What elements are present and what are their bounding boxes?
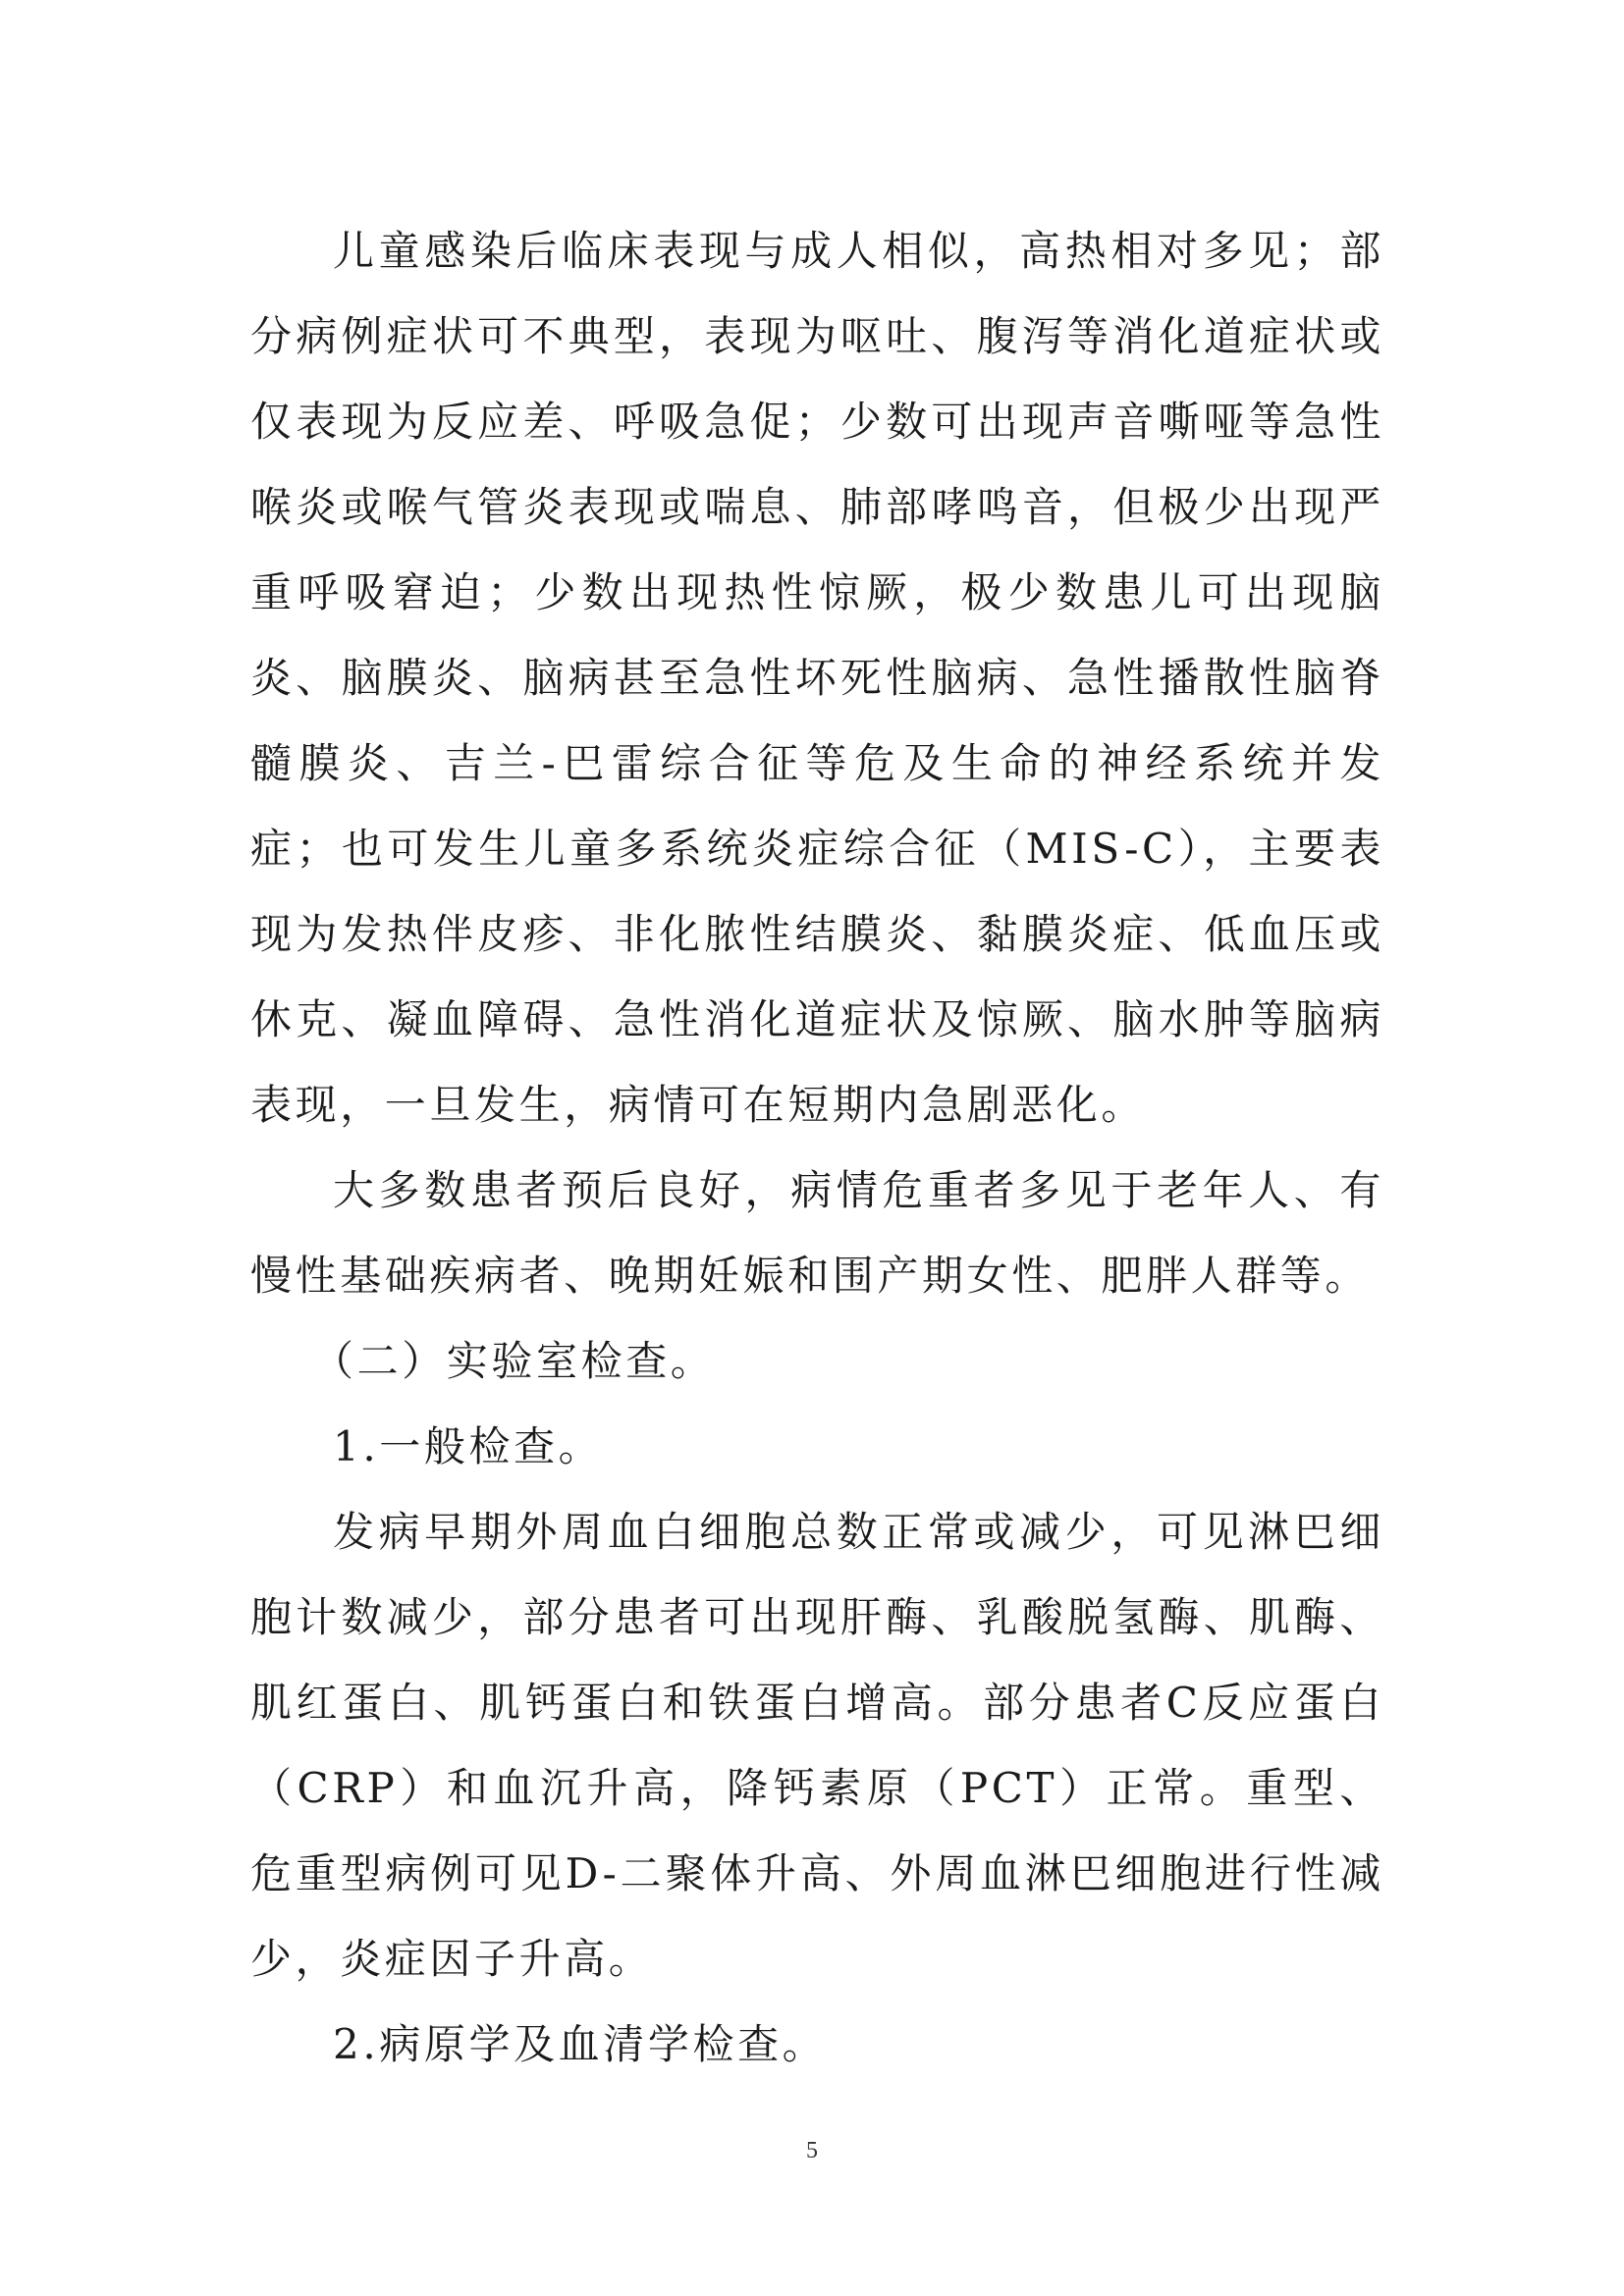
page-content (250, 208, 1384, 2087)
paragraph-children-symptoms: 儿童感染后临床表现与成人相似，高热相对多见；部分病例症状可不典型，表现为呕吐、腹泻等消化道症状或仅表现为反应差、呼吸急促；少数可出现声音嘶哑等急性喉炎或喉气管炎表现或喘息、肺部哮鸣音，但极少出现严重呼吸窘迫；少数出现热性惊厥，极少数患儿可出现脑炎、脑膜炎、脑病甚至急性坏死性脑病、急性播散性脑脊髓膜炎、吉兰-巴雷综合征等危及生命的神经系统并发症；也可发生儿童多系统炎症综合征（MIS-C），主要表现为发热伴皮疹、非化脓性结膜炎、黏膜炎症、低血压或休克、凝血障碍、急性消化道症状及惊厥、脑水肿等脑病表现，一旦发生，病情可在短期内急剧恶化。 (250, 227, 1384, 1129)
paragraph-general-tests: 发病早期外周血白细胞总数正常或减少，可见淋巴细胞计数减少，部分患者可出现肝酶、乳酸脱氢酶、肌酶、肌红蛋白、肌钙蛋白和铁蛋白增高。部分患者C反应蛋白（CRP）和血沉升高，降钙素原（PCT）正常。重型、危重型病例可见D-二聚体升高、外周血淋巴细胞进行性减少，炎症因子升高。 (250, 1508, 1384, 1983)
subheading-pathogen-serology: 2.病原学及血清学检查。 (333, 2020, 828, 2068)
subheading-general-tests: 1.一般检查。 (333, 1422, 604, 1470)
section-heading-lab-tests: （二）实验室检查。 (312, 1337, 716, 1385)
paragraph-prognosis: 大多数患者预后良好，病情危重者多见于老年人、有慢性基础疾病者、晚期妊娠和围产期女性、肥胖人群等。 (250, 1166, 1384, 1300)
page-number: 5 (806, 2138, 818, 2163)
